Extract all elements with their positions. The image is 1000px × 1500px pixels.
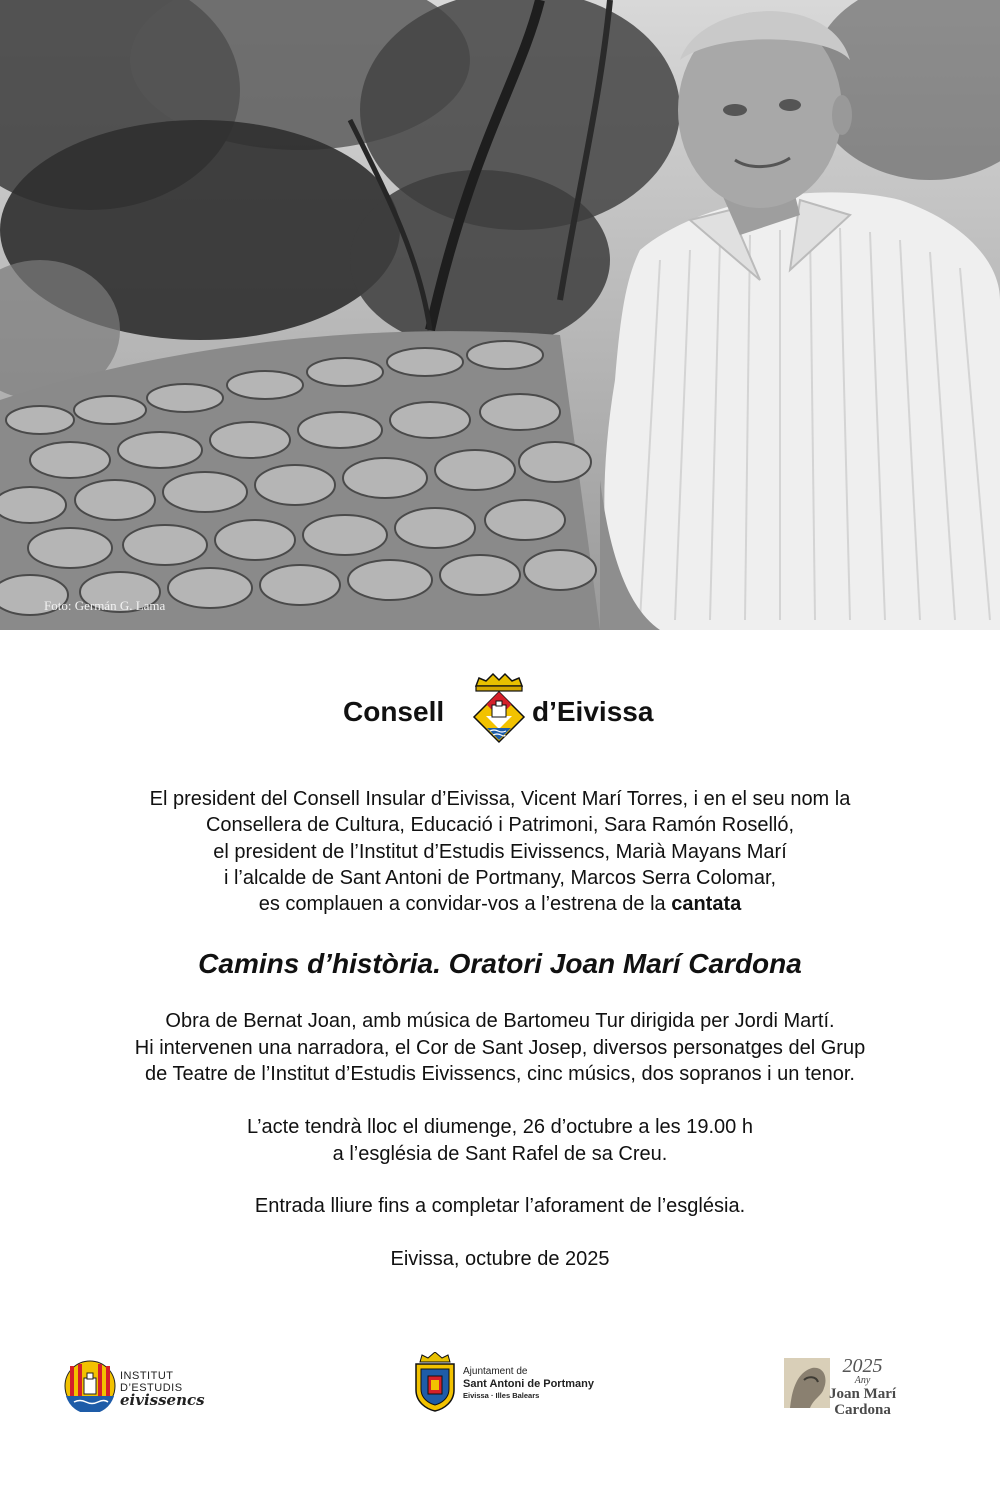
any-name-2: Cardona: [834, 1402, 891, 1418]
institut-line-3: eivissencs: [120, 1391, 205, 1409]
ajuntament-line-1: Ajuntament de: [463, 1366, 528, 1377]
intro-line-last: [0, 891, 1000, 917]
intro-line: el president de l’Institut d’Estudis Eivissencs, Marià Mayans Marí: [213, 840, 787, 863]
portrait-photo-illustration: [0, 0, 1000, 630]
intro-line: Consellera de Cultura, Educació i Patrimoni, Sara Ramón Roselló,: [205, 814, 795, 837]
ajuntament-crest-icon: [412, 1352, 458, 1412]
any-joan-mari-portrait-icon: [784, 1358, 830, 1408]
ajuntament-logo-text: [463, 1366, 594, 1402]
event-line: L’acte tendrà lloc el diumenge, 26 d’octubre a les 19.00 h: [247, 1116, 753, 1138]
any-year: 2025: [842, 1355, 883, 1377]
place-date-line: Eivissa, octubre de 2025: [390, 1248, 610, 1270]
work-description: [0, 1008, 1000, 1088]
institut-logo-text: [120, 1370, 205, 1409]
description-line: Hi intervenen una narradora, el Cor de Sant Josep, diversos personatges del Grup: [134, 1036, 866, 1059]
description-line: de Teatre de l’Institut d’Estudis Eivissencs, cinc músics, dos sopranos i un tenor.: [145, 1063, 855, 1085]
institut-line-1: INSTITUT: [120, 1370, 174, 1382]
entry-line: Entrada lliure fins a completar l’aforament de l’església.: [254, 1195, 746, 1217]
header-word-eivissa: d’Eivissa: [532, 696, 654, 727]
entry-note: [0, 1193, 1000, 1220]
any-name-1: Joan Marí: [829, 1386, 897, 1402]
intro-last-bold: cantata: [671, 893, 742, 916]
ajuntament-line-3: Eivissa · Illes Balears: [463, 1391, 540, 1400]
intro-line: i l’alcalde de Sant Antoni de Portmany, Marcos Serra Colomar,: [223, 866, 777, 889]
event-line: a l’església de Sant Rafel de sa Creu.: [332, 1142, 668, 1165]
header-word-consell: Consell: [343, 696, 445, 727]
photo-credit: Foto: Germán G. Lama: [44, 598, 166, 613]
consell-header: [0, 672, 1000, 744]
any-joan-mari-logo-text: [829, 1356, 896, 1418]
consell-crest-icon: [462, 672, 536, 744]
institut-estudis-logo-icon: [64, 1360, 116, 1412]
hero-photo: [0, 0, 1000, 630]
any-label: Any: [854, 1375, 871, 1386]
work-title: Camins d’història. Oratori Joan Marí Cardona: [198, 948, 802, 979]
event-details: [0, 1114, 1000, 1167]
description-line: Obra de Bernat Joan, amb música de Bartomeu Tur dirigida per Jordi Martí.: [165, 1010, 835, 1032]
invitation-intro: [0, 786, 1000, 917]
intro-line: El president del Consell Insular d’Eivissa, Vicent Marí Torres, i en el seu nom la: [149, 788, 851, 810]
ajuntament-line-2: Sant Antoni de Portmany: [463, 1378, 594, 1390]
intro-last-prefix: es complauen a convidar-vos a l’estrena de la: [258, 893, 672, 916]
institut-line-2: D’ESTUDIS: [120, 1382, 183, 1394]
place-date: [0, 1246, 1000, 1273]
